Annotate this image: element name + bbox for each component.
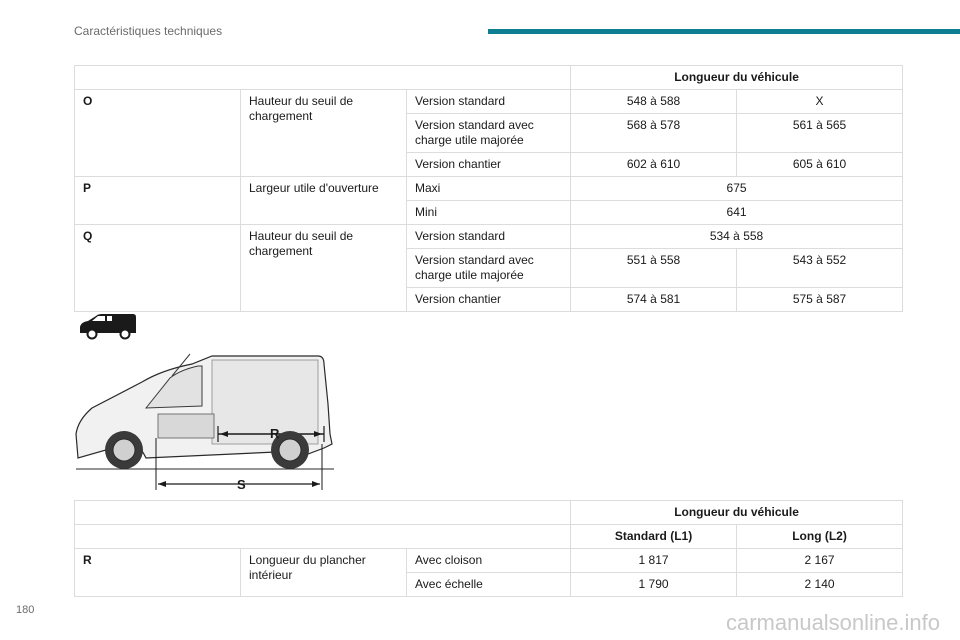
row-code: P	[75, 177, 241, 225]
version-name: Avec échelle	[407, 573, 571, 597]
header-accent-bar	[488, 29, 960, 34]
version-name: Version standard	[407, 90, 571, 114]
value-cell: 2 140	[737, 573, 903, 597]
row-code: O	[75, 90, 241, 177]
version-name: Version standard	[407, 225, 571, 249]
version-name: Version chantier	[407, 153, 571, 177]
value-cell: X	[737, 90, 903, 114]
value-cell: 2 167	[737, 549, 903, 573]
dimension-label-r: R	[270, 426, 280, 441]
value-cell: 534 à 558	[571, 225, 903, 249]
value-cell: 574 à 581	[571, 288, 737, 312]
page-number: 180	[16, 604, 35, 616]
version-name: Avec cloison	[407, 549, 571, 573]
value-cell: 602 à 610	[571, 153, 737, 177]
row-code: R	[75, 549, 241, 597]
page-section-title: Caractéristiques techniques	[74, 24, 223, 38]
value-cell: 543 à 552	[737, 249, 903, 288]
value-cell: 605 à 610	[737, 153, 903, 177]
column-header: Longueur du véhicule	[571, 501, 903, 525]
dimension-label-s: S	[237, 477, 246, 492]
van-side-diagram	[72, 348, 338, 494]
table-row	[75, 177, 903, 201]
value-cell: 1 790	[571, 573, 737, 597]
column-header-long: Long (L2)	[737, 525, 903, 549]
version-name: Version standard avec charge utile majorée	[407, 249, 571, 288]
table-row	[75, 549, 903, 573]
version-name: Maxi	[407, 177, 571, 201]
column-header: Longueur du véhicule	[571, 66, 903, 90]
table-header-row	[75, 66, 903, 90]
version-name: Version chantier	[407, 288, 571, 312]
value-cell: 551 à 558	[571, 249, 737, 288]
value-cell: 568 à 578	[571, 114, 737, 153]
value-cell: 548 à 588	[571, 90, 737, 114]
value-cell: 675	[571, 177, 903, 201]
version-name: Version standard avec charge utile majorée	[407, 114, 571, 153]
van-icon	[78, 312, 138, 340]
version-name: Mini	[407, 201, 571, 225]
row-label: Largeur utile d'ouverture	[241, 177, 407, 225]
table-header-row	[75, 501, 903, 525]
row-label: Longueur du plancher intérieur	[241, 549, 407, 597]
table-row	[75, 90, 903, 114]
watermark: carmanualsonline.info	[725, 610, 940, 635]
table-floor-length	[74, 500, 903, 597]
row-label: Hauteur du seuil de chargement	[241, 225, 407, 312]
table-load-sill-dimensions	[74, 65, 903, 312]
value-cell: 641	[571, 201, 903, 225]
table-row	[75, 225, 903, 249]
value-cell: 561 à 565	[737, 114, 903, 153]
column-header-standard: Standard (L1)	[571, 525, 737, 549]
row-label: Hauteur du seuil de chargement	[241, 90, 407, 177]
table-header-row	[75, 525, 903, 549]
row-code: Q	[75, 225, 241, 312]
value-cell: 1 817	[571, 549, 737, 573]
value-cell: 575 à 587	[737, 288, 903, 312]
